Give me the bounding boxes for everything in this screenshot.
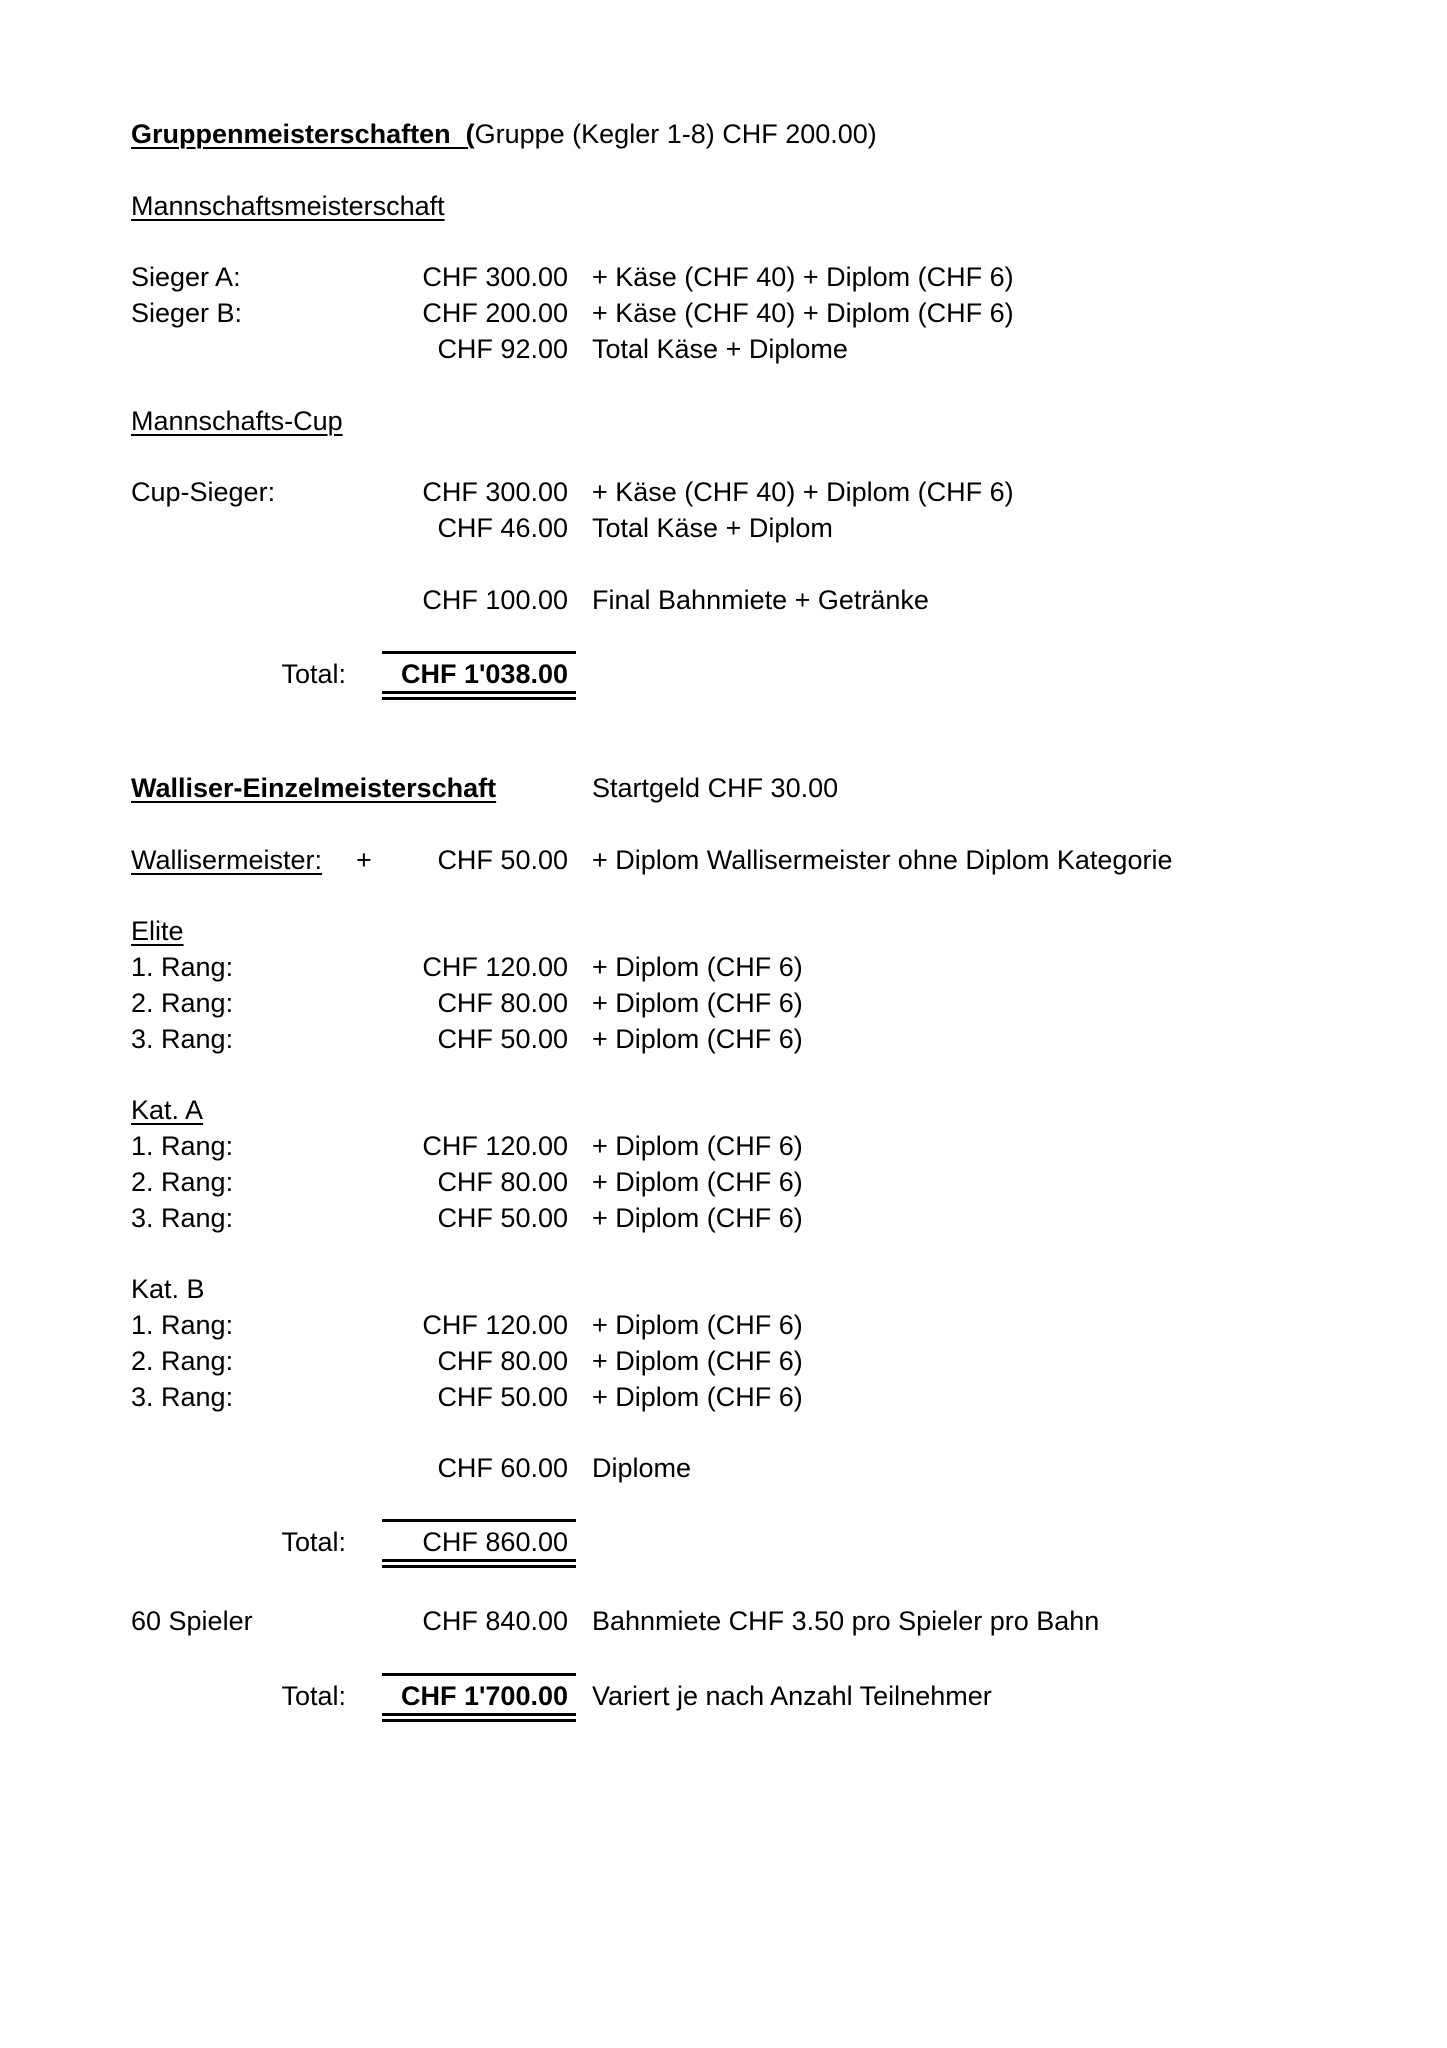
heading-gruppe-info: Gruppe (Kegler 1-8) CHF 200.00): [474, 119, 877, 149]
row-desc: + Diplom (CHF 6): [592, 952, 803, 982]
wallisermeister-label: Wallisermeister:: [131, 845, 323, 875]
row-label: 2. Rang:: [131, 1167, 234, 1197]
section-heading-walliser: Walliser-Einzelmeisterschaft: [131, 773, 497, 803]
total-double-rule: [382, 1713, 576, 1722]
row-desc: Final Bahnmiete + Getränke: [592, 585, 929, 615]
row-desc: + Diplom (CHF 6): [592, 1024, 803, 1054]
row-amount: CHF 50.00: [437, 1203, 568, 1233]
category-title-elite: Elite: [131, 916, 184, 946]
total-double-rule: [382, 1559, 576, 1568]
row-desc: + Diplom (CHF 6): [592, 988, 803, 1018]
row-amount: CHF 92.00: [437, 334, 568, 364]
row-label: 3. Rang:: [131, 1382, 234, 1412]
total-top-rule: [382, 651, 576, 654]
heading-spacer: [451, 119, 466, 149]
grand-total-desc: Variert je nach Anzahl Teilnehmer: [592, 1681, 992, 1711]
row-amount: CHF 120.00: [422, 952, 568, 982]
total-amount: CHF 1'038.00: [400, 659, 568, 689]
row-desc: + Diplom (CHF 6): [592, 1167, 803, 1197]
total-top-rule: [382, 1673, 576, 1676]
row-amount: CHF 120.00: [422, 1310, 568, 1340]
row-desc: + Diplom (CHF 6): [592, 1310, 803, 1340]
row-desc: Bahnmiete CHF 3.50 pro Spieler pro Bahn: [592, 1606, 1100, 1636]
row-desc: + Diplom Wallisermeister ohne Diplom Kategorie: [592, 845, 1173, 875]
row-label: Cup-Sieger:: [131, 477, 276, 507]
row-amount: CHF 300.00: [422, 477, 568, 507]
total-label: Total:: [281, 659, 346, 689]
row-amount: CHF 60.00: [437, 1453, 568, 1483]
row-desc: Total Käse + Diplom: [592, 513, 833, 543]
subheading-mannschafts-cup: Mannschafts-Cup: [131, 406, 343, 436]
total-label: Total:: [281, 1527, 346, 1557]
subheading-mannschaftsmeisterschaft: Mannschaftsmeisterschaft: [131, 191, 445, 221]
row-label: Sieger A:: [131, 262, 241, 292]
category-title-kat-b: Kat. B: [131, 1274, 205, 1304]
row-amount: CHF 46.00: [437, 513, 568, 543]
row-label: 1. Rang:: [131, 1310, 234, 1340]
row-desc: + Käse (CHF 40) + Diplom (CHF 6): [592, 477, 1014, 507]
row-label: 2. Rang:: [131, 1346, 234, 1376]
row-amount: CHF 50.00: [437, 1024, 568, 1054]
row-desc: + Diplom (CHF 6): [592, 1203, 803, 1233]
row-label: 1. Rang:: [131, 1131, 234, 1161]
row-amount: CHF 100.00: [422, 585, 568, 615]
row-amount: CHF 50.00: [437, 1382, 568, 1412]
row-desc: Total Käse + Diplome: [592, 334, 848, 364]
grand-total-label: Total:: [281, 1681, 346, 1711]
row-amount: CHF 80.00: [437, 988, 568, 1018]
startgeld-text: Startgeld CHF 30.00: [592, 773, 839, 803]
row-desc: + Diplom (CHF 6): [592, 1382, 803, 1412]
total-double-rule: [382, 691, 576, 700]
row-amount: CHF 50.00: [437, 845, 568, 875]
row-amount: CHF 200.00: [422, 298, 568, 328]
category-title-kat-a: Kat. A: [131, 1095, 204, 1125]
total-amount: CHF 860.00: [422, 1527, 568, 1557]
row-label: 3. Rang:: [131, 1203, 234, 1233]
row-desc: + Käse (CHF 40) + Diplom (CHF 6): [592, 298, 1014, 328]
spieler-label: 60 Spieler: [131, 1606, 253, 1636]
heading-paren: (: [465, 119, 475, 149]
row-label: 2. Rang:: [131, 988, 234, 1018]
row-desc: + Diplom (CHF 6): [592, 1131, 803, 1161]
wallisermeister-plus: +: [356, 845, 372, 875]
grand-total-amount: CHF 1'700.00: [400, 1681, 568, 1711]
row-amount: CHF 80.00: [437, 1346, 568, 1376]
row-desc: + Käse (CHF 40) + Diplom (CHF 6): [592, 262, 1014, 292]
row-amount: CHF 840.00: [422, 1606, 568, 1636]
heading-gruppenmeisterschaften: Gruppenmeisterschaften: [131, 119, 451, 149]
row-amount: CHF 80.00: [437, 1167, 568, 1197]
total-top-rule: [382, 1519, 576, 1522]
row-label: 3. Rang:: [131, 1024, 234, 1054]
row-desc: Diplome: [592, 1453, 692, 1483]
row-amount: CHF 300.00: [422, 262, 568, 292]
row-amount: CHF 120.00: [422, 1131, 568, 1161]
section-heading-gruppen: [131, 116, 877, 152]
row-label: 1. Rang:: [131, 952, 234, 982]
row-label: Sieger B:: [131, 298, 243, 328]
row-desc: + Diplom (CHF 6): [592, 1346, 803, 1376]
